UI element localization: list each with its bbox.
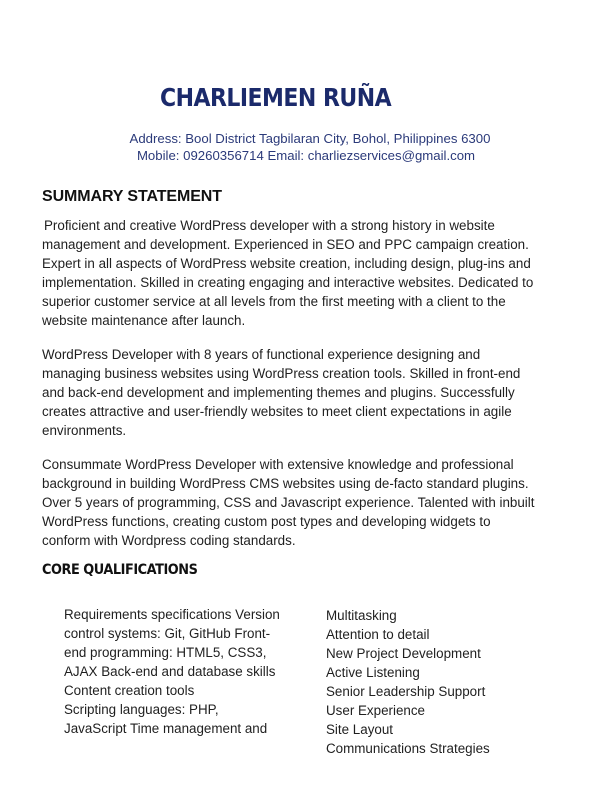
qualification-item: User Experience (326, 703, 425, 718)
summary-section-title: SUMMARY STATEMENT (42, 188, 222, 205)
qualifications-left-column (64, 605, 280, 738)
candidate-name: CHARLIEMEN RUÑA (160, 83, 392, 112)
paragraph-line: Over 5 years of programming, CSS and Javascript experience. Talented with inbuilt (42, 495, 535, 510)
paragraph-line: website maintenance after launch. (42, 313, 246, 328)
qualification-item: Multitasking (326, 608, 397, 623)
paragraph-line: management and development. Experienced in SEO and PPC campaign creation. (42, 237, 529, 252)
paragraph-line: and back-end development and implementing themes and plugins. Successfully (42, 385, 515, 400)
paragraph-line: Proficient and creative WordPress developer with a strong history in website (44, 218, 495, 233)
core-qualifications-title: CORE QUALIFICATIONS (42, 562, 198, 578)
contact-address: Address: Bool District Tagbilaran City, Bohol, Philippines 6300 (129, 131, 491, 146)
qualification-item: New Project Development (326, 646, 481, 661)
summary-paragraph-2 (42, 345, 572, 440)
qualification-item: Attention to detail (326, 627, 430, 642)
qualification-item: AJAX Back-end and database skills (64, 664, 276, 679)
qualification-item: end programming: HTML5, CSS3, (64, 645, 267, 660)
qualification-item: Senior Leadership Support (326, 684, 486, 699)
paragraph-line: conform with Wordpress coding standards. (42, 533, 296, 548)
paragraph-line: creates attractive and user-friendly websites to meet client expectations in agile (42, 404, 512, 419)
paragraph-line: WordPress Developer with 8 years of functional experience designing and (42, 347, 481, 362)
qualification-item: control systems: Git, GitHub Front- (64, 626, 271, 641)
paragraph-line: Consummate WordPress Developer with extensive knowledge and professional (42, 457, 514, 472)
summary-paragraph-1 (42, 216, 572, 330)
qualification-item: Content creation tools (64, 683, 195, 698)
qualification-item: Scripting languages: PHP, (64, 702, 219, 717)
qualification-item: Site Layout (326, 722, 393, 737)
qualifications-right-column (326, 606, 490, 758)
qualification-item: Active Listening (326, 665, 420, 680)
paragraph-line: Expert in all aspects of WordPress website creation, including design, plug-ins and (42, 256, 531, 271)
paragraph-line: WordPress functions, creating custom post types and developing widgets to (42, 514, 491, 529)
qualification-item: Communications Strategies (326, 741, 490, 756)
qualification-item: JavaScript Time management and (64, 721, 268, 736)
contact-mobile-email: Mobile: 09260356714 Email: charliezservices@gmail.com (136, 148, 476, 163)
paragraph-line: implementation. Skilled in creating engaging and interactive websites. Dedicated to (42, 275, 534, 290)
qualification-item: Requirements specifications Version (64, 607, 280, 622)
summary-paragraph-3 (42, 455, 572, 550)
paragraph-line: managing business websites using WordPress creation tools. Skilled in front-end (42, 366, 521, 381)
paragraph-line: superior customer service at all levels from the first meeting with a client to the (42, 294, 506, 309)
paragraph-line: environments. (42, 423, 127, 438)
paragraph-line: background in building WordPress CMS websites using de-facto standard plugins. (42, 476, 529, 491)
